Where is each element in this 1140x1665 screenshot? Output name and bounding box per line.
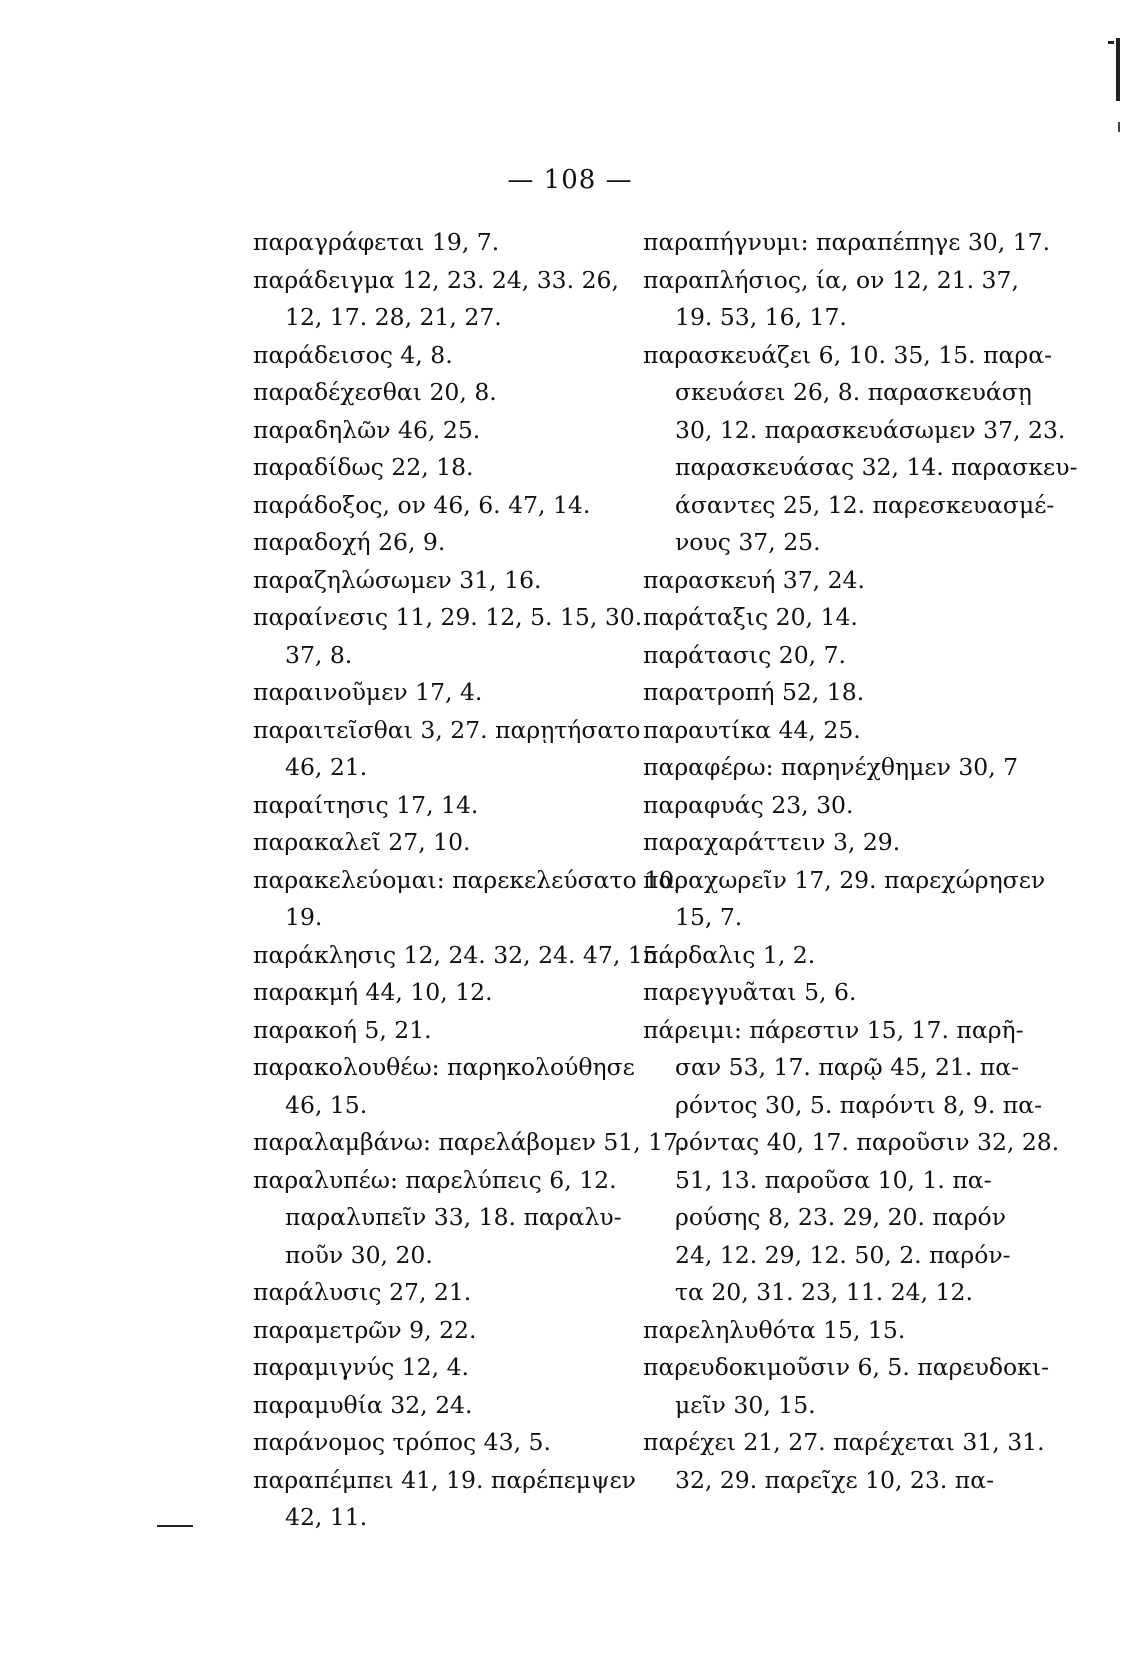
index-entry-line: σαν 53, 17. παρῷ 45, 21. πα- <box>675 1053 1020 1081</box>
index-entry-line: παράνομος τρόπος 43, 5. <box>253 1428 551 1456</box>
index-entry-line: παράταξις 20, 14. <box>643 603 858 631</box>
index-entry-line: παραμυθία 32, 24. <box>253 1390 473 1419</box>
scan-edge-mark <box>1108 41 1114 44</box>
index-entry-line: τα 20, 31. 23, 11. 24, 12. <box>675 1278 973 1306</box>
index-entry-line: παραιτεῖσθαι 3, 27. παρῃτήσατο <box>253 715 641 744</box>
index-entry-line: παραλαμβάνω: παρελάβομεν 51, 17. <box>253 1128 686 1156</box>
index-entry-line: πάρειμι: πάρεστιν 15, 17. παρῆ- <box>643 1015 1024 1044</box>
index-entry-line: ρούσης 8, 23. 29, 20. παρόν <box>675 1203 1006 1231</box>
index-entry-line: μεῖν 30, 15. <box>675 1390 816 1419</box>
index-entry-line: παράλυσις 27, 21. <box>253 1278 472 1306</box>
index-entry-line: παραδοχή 26, 9. <box>253 528 446 556</box>
index-column-right <box>643 224 1078 1499</box>
index-entry-line: παραφυάς 23, 30. <box>643 790 854 819</box>
index-entry-line: 19. 53, 16, 17. <box>675 303 847 331</box>
index-entry-line: ρόντος 30, 5. παρόντι 8, 9. πα- <box>675 1090 1043 1119</box>
scan-edge-tick <box>1118 122 1120 132</box>
index-entry-line: παράδοξος, ον 46, 6. 47, 14. <box>253 490 591 519</box>
index-entry-line: παραμετρῶν 9, 22. <box>253 1315 477 1344</box>
index-entry-line: 12, 17. 28, 21, 27. <box>285 303 502 331</box>
index-entry-line: παραχαράττειν 3, 29. <box>643 828 901 856</box>
index-entry-line: παραπλήσιος, ία, ον 12, 21. 37, <box>643 265 1019 294</box>
index-entry-line: παραινοῦμεν 17, 4. <box>253 678 483 706</box>
index-entry-line: παρασκευή 37, 24. <box>643 565 865 594</box>
index-entry-line: παραφέρω: παρηνέχθημεν 30, 7 <box>643 753 1019 781</box>
index-entry-line: παρασκευάσας 32, 14. παρασκευ- <box>675 453 1078 481</box>
index-entry-line: 46, 21. <box>285 753 368 781</box>
index-entry-line: παραίνεσις 11, 29. 12, 5. 15, 30. <box>253 603 643 631</box>
index-entry-line: παραδέχεσθαι 20, 8. <box>253 378 497 406</box>
scan-edge-bar <box>1116 38 1120 101</box>
index-entry-line: παράκλησις 12, 24. 32, 24. 47, 15. <box>253 940 666 969</box>
index-entry-line: 51, 13. παροῦσα 10, 1. πα- <box>675 1165 992 1194</box>
index-entry-line: 24, 12. 29, 12. 50, 2. παρόν- <box>675 1240 1011 1269</box>
index-entry-line: παραυτίκα 44, 25. <box>643 715 861 744</box>
index-entry-line: παρατροπή 52, 18. <box>643 678 865 706</box>
index-entry-line: ποῦν 30, 20. <box>285 1240 433 1269</box>
index-entry-line: 32, 29. παρεῖχε 10, 23. πα- <box>675 1465 995 1494</box>
index-entry-line: παραλυπέω: παρελύπεις 6, 12. <box>253 1165 617 1194</box>
index-entry-line: παρακελεύομαι: παρεκελεύσατο 10, <box>253 865 682 894</box>
index-entry-line: παράτασις 20, 7. <box>643 640 847 669</box>
index-entry-line: παρακμή 44, 10, 12. <box>253 978 493 1006</box>
index-entry-line: παραδίδως 22, 18. <box>253 453 474 481</box>
index-entry-line: παρεγγυᾶται 5, 6. <box>643 978 857 1006</box>
index-entry-line: παραχωρεῖν 17, 29. παρεχώρησεν <box>643 865 1046 894</box>
page-number: — 108 — <box>507 165 633 195</box>
index-entry-line: παραπήγνυμι: παραπέπηγε 30, 17. <box>643 228 1051 256</box>
index-entry-line: σκευάσει 26, 8. παρασκευάσῃ <box>675 378 1032 406</box>
index-entry-line: παραδηλῶν 46, 25. <box>253 415 481 444</box>
index-column-left <box>253 224 686 1537</box>
footer-rule <box>157 1525 193 1527</box>
index-entry-line: παραπέμπει 41, 19. παρέπεμψεν <box>253 1465 636 1494</box>
index-entry-line: 42, 11. <box>285 1503 368 1531</box>
index-entry-line: 30, 12. παρασκευάσωμεν 37, 23. <box>675 415 1066 444</box>
index-entry-line: νους 37, 25. <box>675 528 821 556</box>
index-entry-line: 46, 15. <box>285 1090 368 1119</box>
index-entry-line: παρακοή 5, 21. <box>253 1015 432 1044</box>
index-entry-line: παρακαλεῖ 27, 10. <box>253 828 471 856</box>
index-entry-line: παράδειγμα 12, 23. 24, 33. 26, <box>253 265 619 294</box>
index-entry-line: άσαντες 25, 12. παρεσκευασμέ- <box>675 490 1055 519</box>
index-entry-line: ρόντας 40, 17. παροῦσιν 32, 28. <box>675 1128 1060 1156</box>
index-entry-line: παραλυπεῖν 33, 18. παραλυ- <box>285 1203 622 1231</box>
index-entry-line: παραίτησις 17, 14. <box>253 790 479 819</box>
index-entry-line: παραμιγνύς 12, 4. <box>253 1353 469 1381</box>
index-entry-line: παρασκευάζει 6, 10. 35, 15. παρα- <box>643 340 1053 369</box>
index-entry-line: 37, 8. <box>285 640 353 669</box>
index-entry-line: παρευδοκιμοῦσιν 6, 5. παρευδοκι- <box>643 1353 1050 1381</box>
index-entry-line: παρεληλυθότα 15, 15. <box>643 1315 906 1344</box>
index-entry-line: παρακολουθέω: παρηκολούθησε <box>253 1053 635 1081</box>
index-entry-line: πάρδαλις 1, 2. <box>643 940 816 969</box>
index-entry-line: 19. <box>285 903 323 931</box>
index-entry-line: 15, 7. <box>675 903 743 931</box>
index-entry-line: παράδεισος 4, 8. <box>253 340 453 369</box>
index-entry-line: παραζηλώσωμεν 31, 16. <box>253 565 542 594</box>
index-entry-line: παρέχει 21, 27. παρέχεται 31, 31. <box>643 1428 1045 1456</box>
index-entry-line: παραγράφεται 19, 7. <box>253 228 500 256</box>
